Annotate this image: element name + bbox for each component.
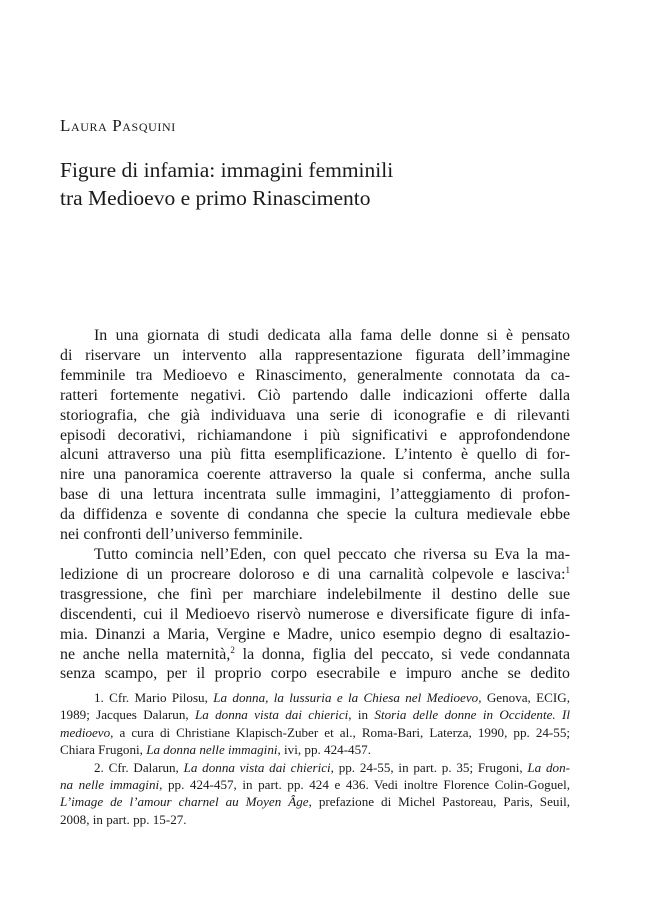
text-segment: ledizione di un procreare doloroso e di una carnalità colpevole e lasciva:: [60, 565, 566, 583]
note-text: , prefazione di Michel Pastoreau, Paris, Seuil,: [308, 794, 570, 810]
note-text: , in: [348, 707, 375, 723]
text-line: trasgressione, che finì per marchiare indelebilmente il destino delle sue: [60, 585, 570, 603]
text-line: [60, 645, 570, 665]
footnote-2: [60, 759, 570, 829]
footnote-line: [60, 793, 570, 810]
note-title: medioevo: [60, 724, 111, 740]
note-text: , pp. 424-457, in part. pp. 424 e 436. Vedi inoltre Florence Colin-Goguel,: [159, 777, 571, 793]
footnotes: [60, 689, 570, 828]
note-title: La donna vista dai chierici: [194, 707, 349, 723]
footnote-1: [60, 689, 570, 759]
note-title: La donna, la lussuria e la Chiesa nel Medioevo: [213, 690, 479, 705]
text-line: nei confronti dell’universo femminile.: [60, 526, 303, 544]
text-line: di riservare un intervento alla rappresentazione figurata dell’immagine: [60, 346, 570, 364]
text-line: femminile tra Medioevo e Rinascimento, generalmente connotata da ca-: [60, 366, 570, 384]
text-line: ratteri fortemente negativi. Ciò partendo dalle indicazioni offerte dalla: [60, 386, 570, 404]
text-line: In una giornata di studi dedicata alla fama delle donne si è pensato: [94, 327, 570, 344]
title-line-1: Figure di infamia: immagini femminili: [60, 158, 394, 182]
note-text: , ivi, pp. 424-457.: [277, 742, 371, 758]
text-line: senza scampo, per il proprio corpo esecrabile e impuro anche se dedito: [60, 665, 570, 683]
note-text: 2. Cfr. Dalarun,: [94, 759, 184, 775]
article-title: [60, 156, 580, 212]
text-segment: ne anche nella maternità,: [60, 645, 231, 663]
footnote-line: [60, 741, 570, 758]
text-line: alcuni attraverso una più fitta esemplificazione. L’intento è quello di for-: [60, 446, 570, 464]
note-text: 1989; Jacques Dalarun,: [60, 707, 195, 723]
text-segment: la donna, figlia del peccato, si vede condannata: [234, 645, 570, 663]
note-text: , a cura di Christiane Klapisch-Zuber et al., Roma-Bari, Laterza, 1990, pp. 24-55;: [110, 724, 570, 740]
text-line: base di una lettura incentrata sulle immagini, l’atteggiamento di profon-: [60, 486, 570, 504]
body-text: [60, 326, 570, 684]
text-line: Tutto comincia nell’Eden, con quel peccato che riversa su Eva la ma-: [94, 545, 570, 563]
text-line: [60, 565, 570, 585]
note-title: La donna vista dai chierici: [183, 759, 331, 775]
note-title: La donna nelle immagini: [146, 742, 278, 758]
note-text: 1. Cfr. Mario Pilosu,: [94, 690, 214, 705]
footnote-ref-1: 1: [565, 564, 570, 575]
footnote-line: [60, 724, 570, 741]
text-line: da diffidenza e sovente di condanna che specie la cultura medievale ebbe: [60, 506, 570, 524]
footnote-line: [60, 706, 570, 723]
paragraph-2: [60, 545, 570, 684]
text-line: storiografia, che già individuava una serie di iconografie e di rilevanti: [60, 406, 570, 424]
title-line-2: tra Medioevo e primo Rinascimento: [60, 186, 371, 210]
text-line: mia. Dinanzi a Maria, Vergine e Madre, unico esempio degno di esaltazio-: [60, 625, 570, 643]
paragraph-1: [60, 326, 570, 545]
footnote-line: 2008, in part. pp. 15-27.: [60, 811, 187, 827]
footnote-ref-2: 2: [230, 644, 235, 655]
footnote-line: [60, 689, 570, 706]
footnote-line: [60, 759, 570, 776]
text-line: discendenti, cui il Medioevo riservò numerose e diversificate figure di infa-: [60, 605, 570, 623]
author-name: Laura Pasquini: [60, 116, 176, 135]
note-text: Chiara Frugoni,: [60, 742, 147, 758]
text-line: episodi decorativi, richiamandone i più significativi e approfondendone: [60, 426, 570, 444]
footnote-line: [60, 776, 570, 793]
note-title: Storia delle donne in Occidente. Il: [374, 707, 570, 723]
note-title: L’image de l’amour charnel au Moyen Âge: [60, 794, 309, 810]
note-title: La don-: [527, 759, 570, 775]
text-line: nire una panoramica coerente attraverso la quale si conferma, anche sulla: [60, 466, 570, 484]
note-text: , Genova, ECIG,: [478, 690, 570, 705]
note-text: , pp. 24-55, in part. p. 35; Frugoni,: [330, 759, 528, 775]
note-title: na nelle immagini: [60, 777, 160, 793]
